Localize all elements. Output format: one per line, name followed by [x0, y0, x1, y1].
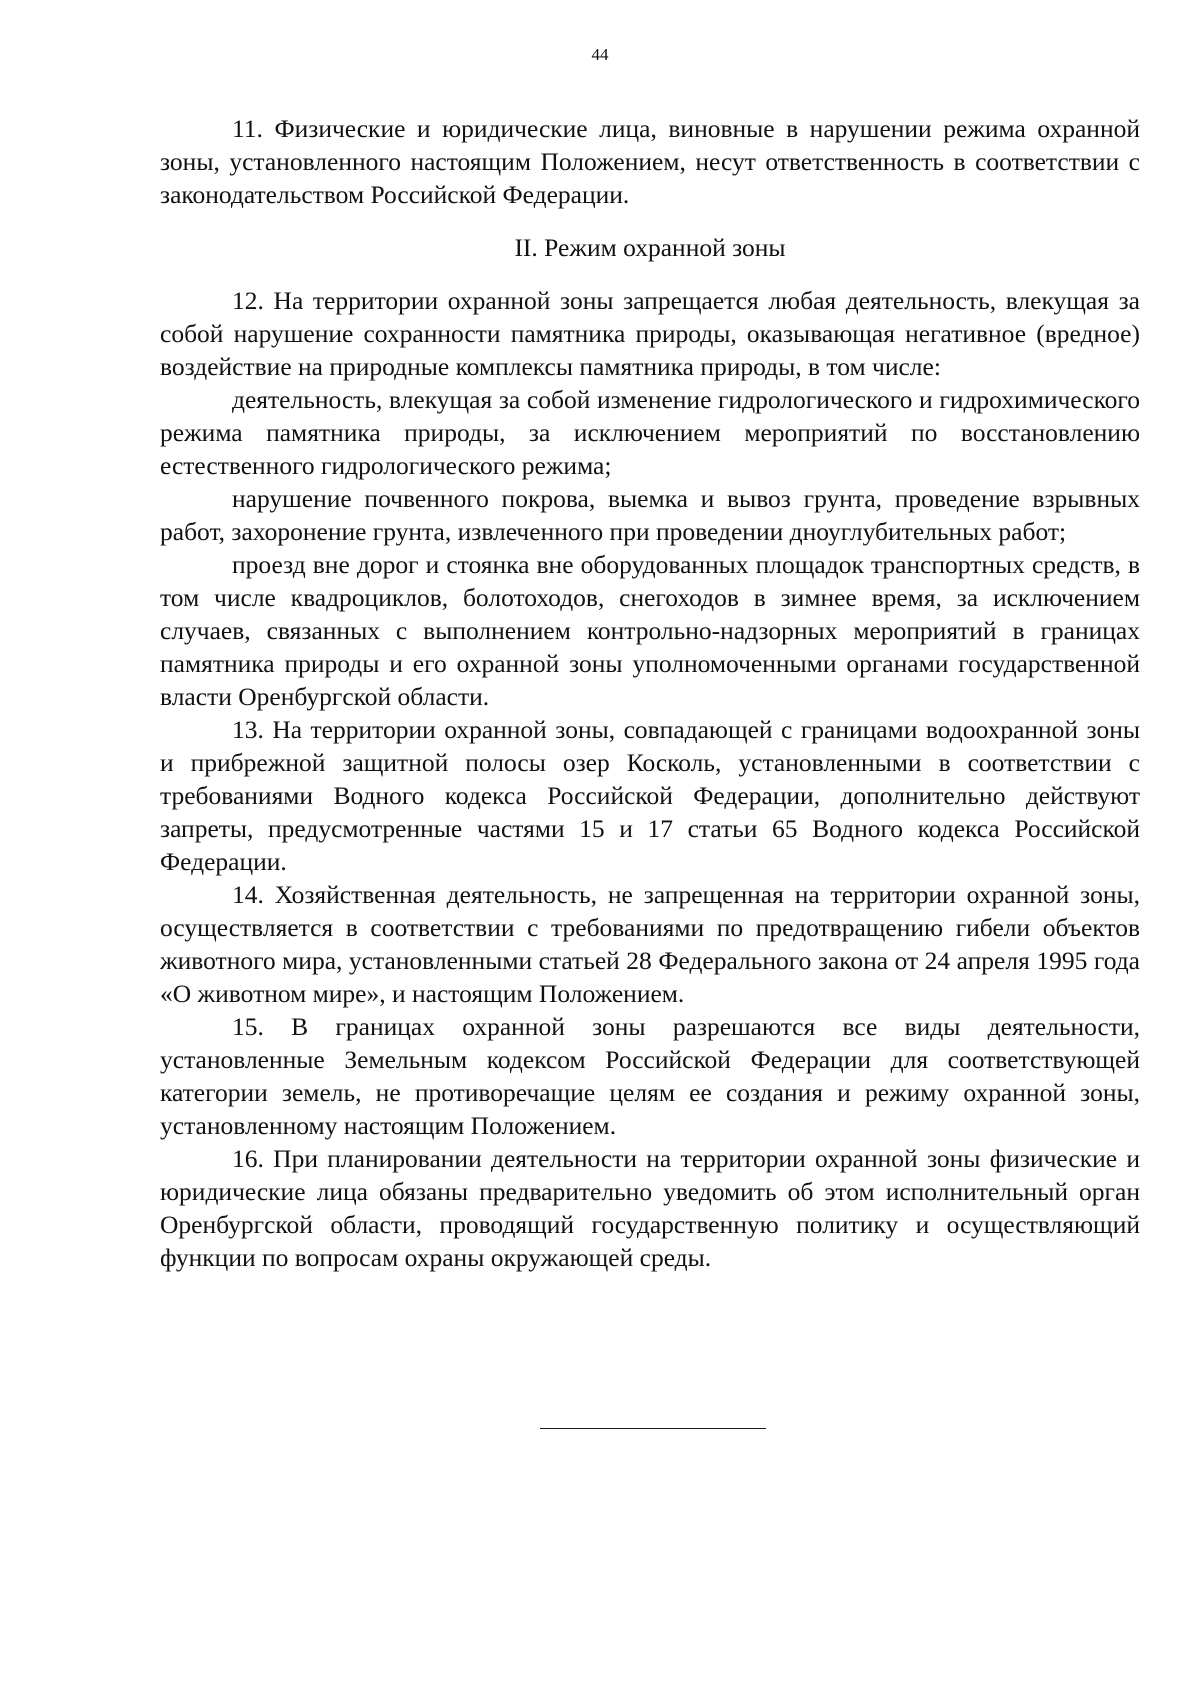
end-of-text-rule: [540, 1428, 766, 1429]
paragraph-16: 16. При планировании деятельности на территории охранной зоны физические и юридические лица обязаны предварительно уведомить об этом исполнительный орган Оренбургской области, проводящий государственную политику и осуществляющий функции по вопросам охраны окружающей среды.: [160, 1144, 1140, 1272]
paragraph-12-item-hydrology: деятельность, влекущая за собой изменение гидрологического и гидрохимического режима памятника природы, за исключением мероприятий по восстановлению естественного гидрологического режима;: [160, 385, 1140, 480]
paragraph-12: 12. На территории охранной зоны запрещается любая деятельность, влекущая за собой нарушение сохранности памятника природы, оказывающая негативное (вредное) воздействие на природные комплексы памятника природы, в том числе:: [160, 286, 1140, 381]
paragraph-14: 14. Хозяйственная деятельность, не запрещенная на территории охранной зоны, осуществляется в соответствии с требованиями по предотвращению гибели объектов животного мира, установленными статьей 28 Федерального закона от 24 апреля 1995 года «О животном мире», и настоящим Положением.: [160, 880, 1140, 1008]
paragraph-12-item-soil: нарушение почвенного покрова, выемка и вывоз грунта, проведение взрывных работ, захоронение грунта, извлеченного при проведении дноуглубительных работ;: [160, 484, 1140, 546]
page-number: 44: [591, 45, 609, 64]
paragraph-12-item-vehicles: проезд вне дорог и стоянка вне оборудованных площадок транспортных средств, в том числе квадроциклов, болотоходов, снегоходов в зимнее время, за исключением случаев, связанных с выполнением контрольно-надзорных мероприятий в границах памятника природы и его охранной зоны уполномоченными органами государственной власти Оренбургской области.: [160, 550, 1140, 711]
paragraph-11: 11. Физические и юридические лица, виновные в нарушении режима охранной зоны, установленного настоящим Положением, несут ответственность в соответствии с законодательством Российской Федерации.: [160, 114, 1140, 209]
document-body: [160, 112, 1140, 1274]
paragraph-13: 13. На территории охранной зоны, совпадающей с границами водоохранной зоны и прибрежной защитной полосы озер Косколь, установленными в соответствии с требованиями Водного кодекса Российской Федерации, дополнительно действуют запреты, предусмотренные частями 15 и 17 статьи 65 Водного кодекса Российской Федерации.: [160, 715, 1140, 876]
section-heading: II. Режим охранной зоны: [514, 233, 786, 262]
paragraph-15: 15. В границах охранной зоны разрешаются все виды деятельности, установленные Земельным кодексом Российской Федерации для соответствующей категории земель, не противоречащие целям ее создания и режиму охранной зоны, установленному настоящим Положением.: [160, 1012, 1140, 1140]
